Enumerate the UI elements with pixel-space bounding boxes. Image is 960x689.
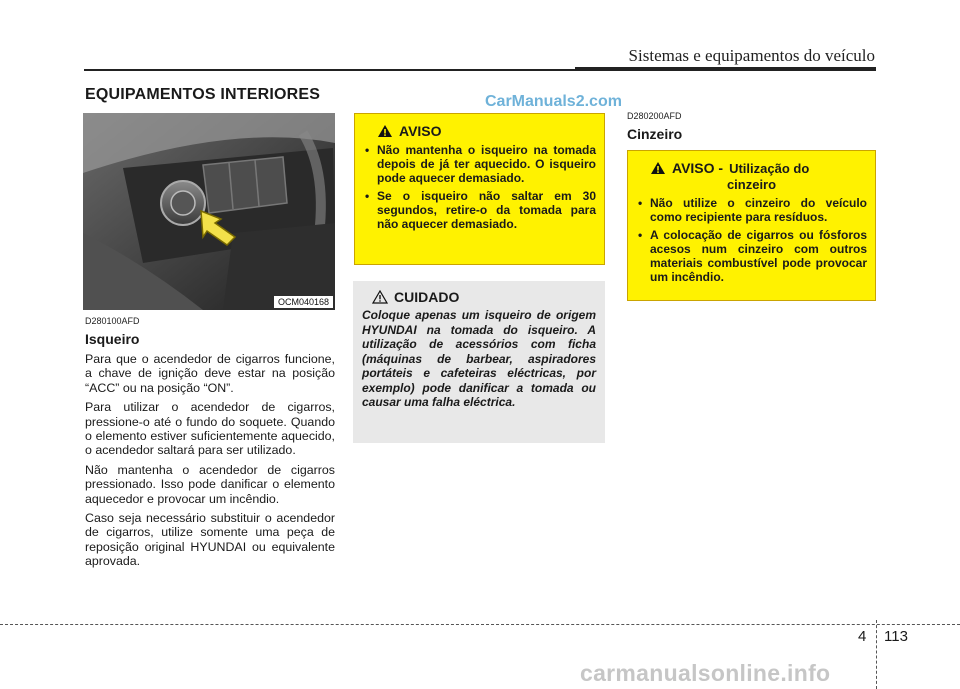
isqueiro-body bbox=[85, 352, 335, 574]
warning-triangle-icon bbox=[377, 124, 393, 138]
lighter-illustration bbox=[83, 113, 335, 310]
watermark-top: CarManuals2.com bbox=[485, 93, 622, 110]
section-code-cinzeiro: D280200AFD bbox=[627, 111, 682, 121]
warning-title-text: AVISO bbox=[399, 123, 442, 139]
page-number: 113 bbox=[884, 628, 908, 645]
page-divider bbox=[876, 620, 877, 689]
warning-title-sub: Utilização do bbox=[729, 160, 810, 176]
warning-triangle-icon bbox=[650, 161, 666, 175]
caution-triangle-icon bbox=[372, 290, 388, 304]
warning-list bbox=[363, 143, 596, 231]
page-chapter: 4 bbox=[858, 628, 867, 645]
watermark-bottom: carmanualsonline.info bbox=[580, 660, 831, 686]
section-title: EQUIPAMENTOS INTERIORES bbox=[85, 86, 321, 103]
section-code-isqueiro: D280100AFD bbox=[85, 316, 140, 326]
warning-title bbox=[377, 123, 596, 139]
warning-item: • A colocação de cigarros ou fósforos acesos num cinzeiro com outros materiais combustível pode provocar um incêndio. bbox=[636, 228, 867, 284]
paragraph: Caso seja necessário substituir o acendedor de cigarros, utilize somente uma peça de reposição original HYUNDAI ou equivalente aprovada. bbox=[85, 511, 335, 569]
warning-item: • Não utilize o cinzeiro do veículo como recipiente para resíduos. bbox=[636, 196, 867, 224]
caution-title bbox=[372, 289, 596, 305]
header-rule-thick bbox=[575, 67, 876, 71]
caution-box bbox=[353, 281, 605, 443]
heading-isqueiro: Isqueiro bbox=[85, 331, 140, 347]
warning-title-sub2: cinzeiro bbox=[726, 177, 777, 192]
warning-title-text: AVISO - bbox=[672, 160, 724, 176]
footer-rule bbox=[0, 624, 960, 625]
paragraph: Não mantenha o acendedor de cigarros pressionado. Isso pode danificar o elemento aquecedor e provocar um incêndio. bbox=[85, 462, 335, 506]
caution-text: Coloque apenas um isqueiro de origem HYUNDAI na tomada do isqueiro. A utilização de acessórios com ficha (máquinas de barbear, aspiradores portáteis e cafeteiras eléctricas, por exemplo) pode danificar a tomada ou causar uma falha eléctrica. bbox=[362, 308, 596, 409]
warning-box-cinzeiro bbox=[627, 150, 876, 301]
photo-caption: OCM040168 bbox=[274, 296, 333, 308]
header-title: Sistemas e equipamentos do veículo bbox=[628, 46, 875, 65]
warning-item: • Não mantenha o isqueiro na tomada depois de já ter aquecido. O isqueiro pode aquecer demasiado. bbox=[363, 143, 596, 185]
warning-title bbox=[650, 160, 867, 176]
caution-title-text: CUIDADO bbox=[394, 289, 460, 305]
warning-item: • Se o isqueiro não saltar em 30 segundos, retire-o da tomada para não aquecer demasiado. bbox=[363, 189, 596, 231]
warning-box-isqueiro bbox=[354, 113, 605, 265]
cigarette-lighter-photo bbox=[83, 113, 335, 310]
warning-list bbox=[636, 196, 867, 284]
paragraph: Para que o acendedor de cigarros funcione, a chave de ignição deve estar na posição “ACC” ou na posição “ON”. bbox=[85, 352, 335, 395]
heading-cinzeiro: Cinzeiro bbox=[627, 126, 683, 142]
paragraph: Para utilizar o acendedor de cigarros, pressione-o até o fundo do soquete. Quando o elemento estiver suficientemente aquecido, o acendedor saltará para ser utilizado. bbox=[85, 400, 335, 458]
